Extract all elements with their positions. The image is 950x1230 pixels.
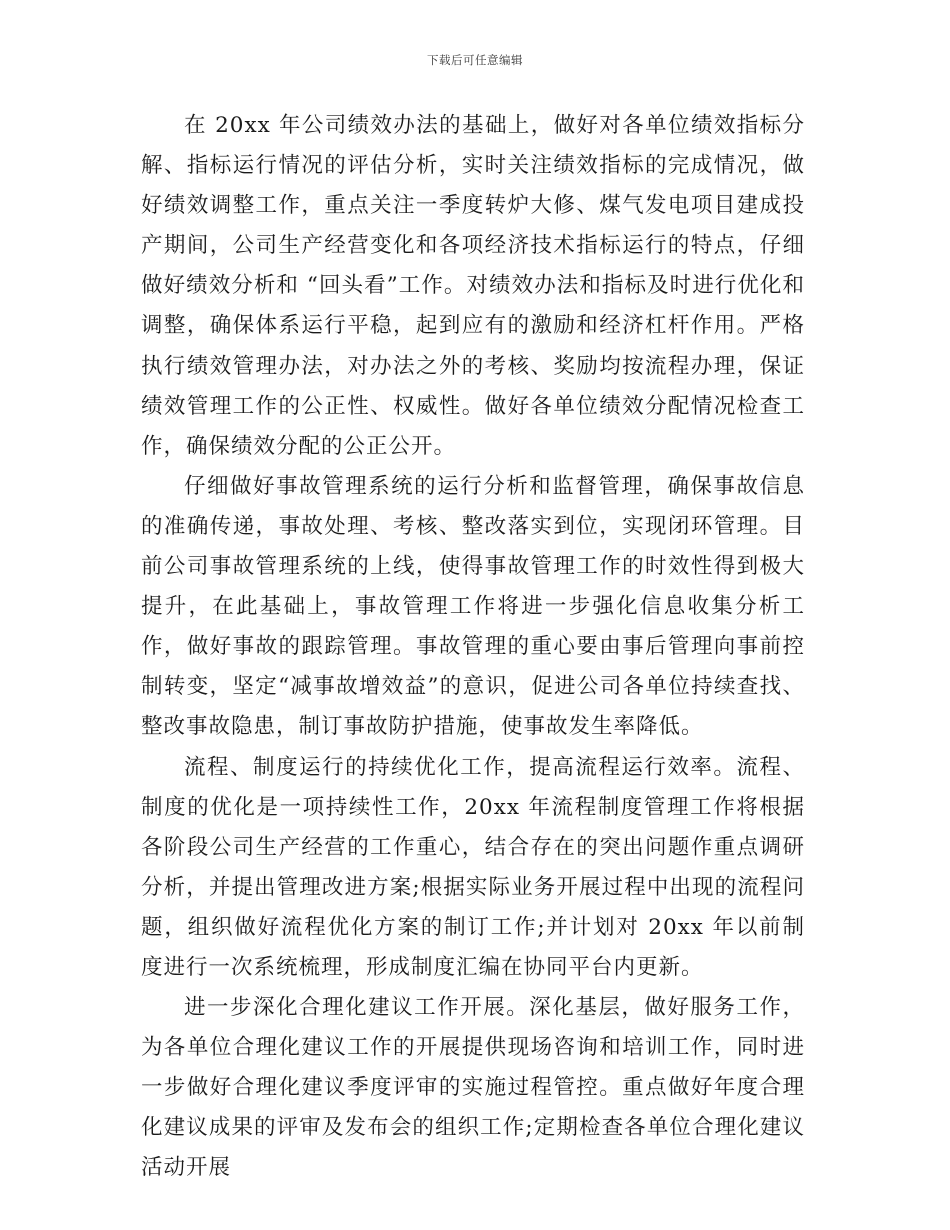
paragraph-performance: 在 20xx 年公司绩效办法的基础上，做好对各单位绩效指标分解、指标运行情况的评估分析，实时关注绩效指标的完成情况，做好绩效调整工作，重点关注一季度转炉大修、煤气发电项目建成投产期间，公司生产经营变化和各项经济技术指标运行的特点，仔细做好绩效分析和 “回头看”工作。对绩效办法和指标及时进行优化和调整，确保体系运行平稳，起到应有的激励和经济杠杆作用。严格执行绩效管理办法，对办法之外的考核、奖励均按流程办理，保证绩效管理工作的公正性、权威性。做好各单位绩效分配情况检查工作，确保绩效分配的公正公开。 bbox=[141, 113, 805, 459]
paragraph-accident-management: 仔细做好事故管理系统的运行分析和监督管理，确保事故信息的准确传递，事故处理、考核、整改落实到位，实现闭环管理。目前公司事故管理系统的上线，使得事故管理工作的时效性得到极大提升，在此基础上，事故管理工作将进一步强化信息收集分析工作，做好事故的跟踪管理。事故管理的重心要由事后管理向事前控制转变，坚定“减事故增效益”的意识，促进公司各单位持续查找、整改事故隐患，制订事故防护措施，使事故发生率降低。 bbox=[141, 473, 805, 740]
paragraph-rationalization-proposals: 进一步深化合理化建议工作开展。深化基层，做好服务工作，为各单位合理化建议工作的开展提供现场咨询和培训工作，同时进一步做好合理化建议季度评审的实施过程管控。重点做好年度合理化建议成果的评审及发布会的组织工作;定期检查各单位合理化建议活动开展 bbox=[141, 995, 805, 1181]
document-body bbox=[141, 106, 805, 1189]
paragraph-process-optimization: 流程、制度运行的持续优化工作，提高流程运行效率。流程、制度的优化是一项持续性工作，20xx 年流程制度管理工作将根据各阶段公司生产经营的工作重心，结合存在的突出问题作重点调研分析，并提出管理改进方案;根据实际业务开展过程中出现的流程问题，组织做好流程优化方案的制订工作;并计划对 20xx 年以前制度进行一次系统梳理，形成制度汇编在协同平台内更新。 bbox=[141, 754, 805, 980]
page-header-note: 下载后可任意编辑 bbox=[427, 53, 523, 67]
